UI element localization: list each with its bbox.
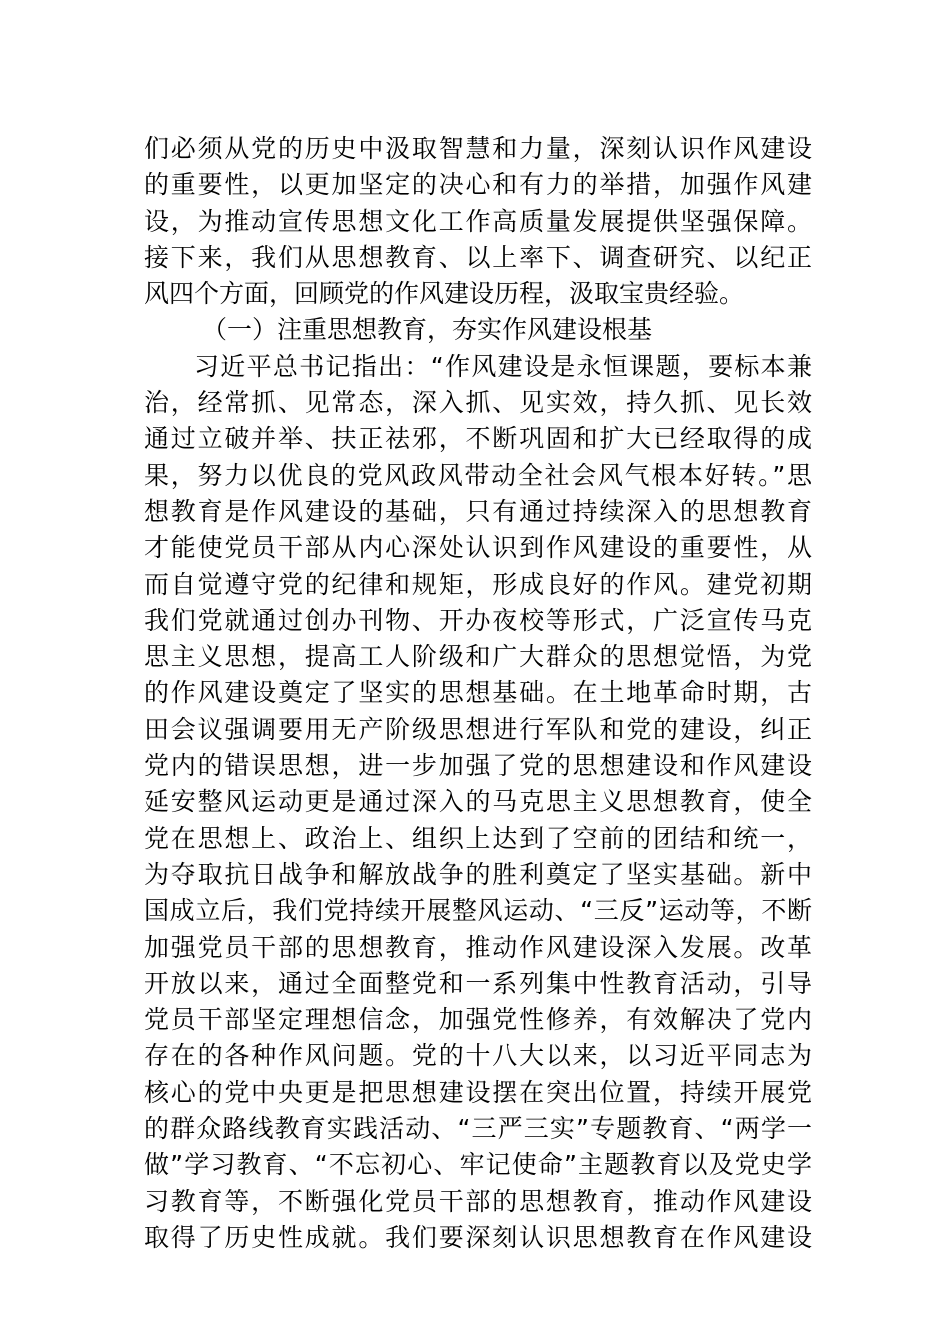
text-line: 治，经常抓、见常态，深入抓、见实效，持久抓、见长效 — [144, 388, 812, 418]
text-line: 的作风建设奠定了坚实的思想基础。在土地革命时期，古 — [144, 678, 812, 708]
text-line: 想教育是作风建设的基础，只有通过持续深入的思想教育 — [144, 496, 812, 526]
text-line: 才能使党员干部从内心深处认识到作风建设的重要性，从 — [144, 533, 812, 563]
text-line: 习教育等，不断强化党员干部的思想教育，推动作风建设 — [144, 1186, 812, 1216]
section-heading: （一）注重思想教育，夯实作风建设根基 — [202, 315, 653, 345]
paragraph-body — [144, 349, 812, 1256]
text-line: 设，为推动宣传思想文化工作高质量发展提供坚强保障。 — [144, 206, 812, 236]
text-line: 党在思想上、政治上、组织上达到了空前的团结和统一， — [144, 823, 812, 853]
text-line: 做”学习教育、“不忘初心、牢记使命”主题教育以及党史学 — [144, 1150, 812, 1180]
text-line: 取得了历史性成就。我们要深刻认识思想教育在作风建设 — [144, 1222, 812, 1252]
text-line: 开放以来，通过全面整党和一系列集中性教育活动，引导 — [144, 968, 812, 998]
text-line: 的群众路线教育实践活动、“三严三实”专题教育、“两学一 — [144, 1114, 812, 1144]
text-line: 果，努力以优良的党风政风带动全社会风气根本好转。”思 — [144, 460, 812, 490]
text-line: 们必须从党的历史中汲取智慧和力量，深刻认识作风建设 — [144, 134, 812, 163]
text-line: 存在的各种作风问题。党的十八大以来，以习近平同志为 — [144, 1041, 812, 1071]
text-line: 田会议强调要用无产阶级思想进行军队和党的建设，纠正 — [144, 714, 812, 744]
document-body — [144, 131, 812, 1256]
text-line: 国成立后，我们党持续开展整风运动、“三反”运动等，不断 — [144, 896, 812, 926]
text-line: 风四个方面，回顾党的作风建设历程，汲取宝贵经验。 — [144, 279, 745, 309]
text-line: 党内的错误思想，进一步加强了党的思想建设和作风建设 — [144, 751, 812, 781]
text-line: 为夺取抗日战争和解放战争的胜利奠定了坚实基础。新中 — [144, 859, 812, 889]
text-line: 核心的党中央更是把思想建设摆在突出位置，持续开展党 — [144, 1077, 812, 1107]
text-line: 加强党员干部的思想教育，推动作风建设深入发展。改革 — [144, 932, 812, 962]
text-line: 我们党就通过创办刊物、开办夜校等形式，广泛宣传马克 — [144, 605, 812, 635]
text-line: 习近平总书记指出：“作风建设是永恒课题，要标本兼 — [194, 351, 812, 381]
text-line: 通过立破并举、扶正祛邪，不断巩固和扩大已经取得的成 — [144, 424, 812, 454]
paragraph-continuation — [144, 131, 812, 312]
text-line: 而自觉遵守党的纪律和规矩，形成良好的作风。建党初期 — [144, 569, 812, 599]
text-line: 党员干部坚定理想信念，加强党性修养，有效解决了党内 — [144, 1005, 812, 1035]
text-line: 思主义思想，提高工人阶级和广大群众的思想觉悟，为党 — [144, 642, 812, 672]
text-line: 的重要性，以更加坚定的决心和有力的举措，加强作风建 — [144, 170, 812, 200]
text-line: 延安整风运动更是通过深入的马克思主义思想教育，使全 — [144, 787, 812, 817]
text-line: 接下来，我们从思想教育、以上率下、调查研究、以纪正 — [144, 242, 812, 272]
